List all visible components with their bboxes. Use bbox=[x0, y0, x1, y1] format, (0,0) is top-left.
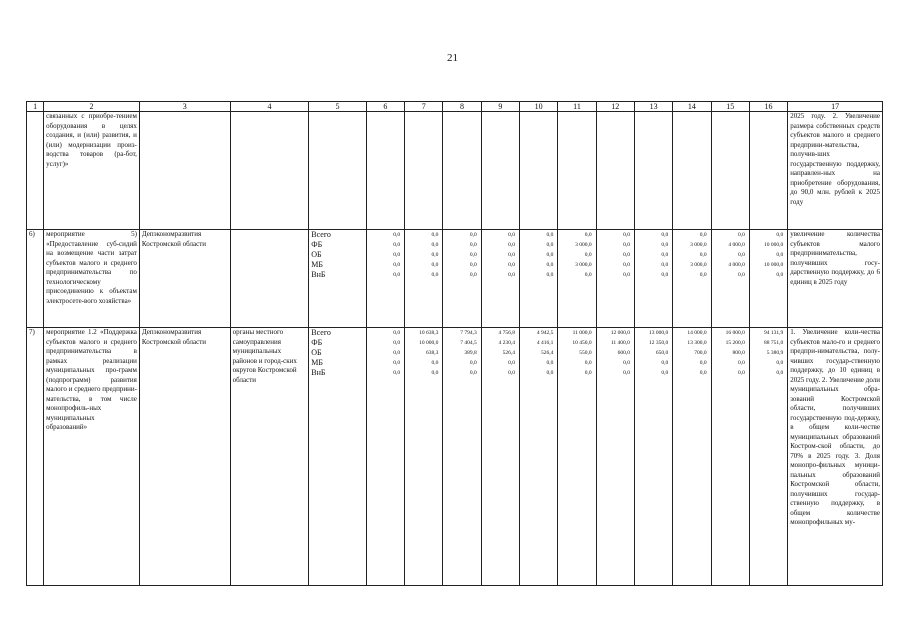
value: 0,0 bbox=[469, 360, 477, 366]
value: 0,0 bbox=[623, 360, 630, 366]
value: 4 756,8 bbox=[498, 330, 515, 336]
value: 0,0 bbox=[431, 252, 439, 258]
value: 0,0 bbox=[584, 252, 592, 258]
value: 3 000,0 bbox=[690, 242, 707, 248]
source-label: МБ bbox=[311, 358, 323, 367]
executor: Депэкономразвития Костромской области bbox=[139, 328, 230, 586]
year-col bbox=[366, 230, 404, 328]
year-col bbox=[520, 328, 558, 586]
value: 13 300,0 bbox=[687, 340, 707, 346]
value: 0,0 bbox=[393, 262, 401, 268]
value: 550,0 bbox=[579, 350, 592, 356]
value: 0,0 bbox=[776, 232, 784, 238]
value: 0,0 bbox=[393, 330, 401, 336]
value: 0,0 bbox=[546, 370, 554, 376]
value: 0,0 bbox=[546, 232, 554, 238]
value: 0,0 bbox=[623, 272, 630, 278]
value: 4 000,0 bbox=[728, 262, 745, 268]
year-col bbox=[673, 328, 711, 586]
value: 0,0 bbox=[508, 370, 515, 376]
program-table bbox=[26, 101, 883, 586]
value: 15 200,0 bbox=[725, 340, 745, 346]
value: 0,0 bbox=[393, 350, 401, 356]
value: 10 638,3 bbox=[419, 330, 439, 336]
value: 0,0 bbox=[699, 360, 707, 366]
page-number: 21 bbox=[447, 52, 458, 64]
value: 0,0 bbox=[699, 252, 707, 258]
value: 0,0 bbox=[661, 272, 669, 278]
value: 0,0 bbox=[661, 262, 669, 268]
value: 0,0 bbox=[393, 252, 401, 258]
table-row bbox=[27, 230, 883, 328]
value: 0,0 bbox=[776, 360, 784, 366]
value: 0,0 bbox=[584, 232, 592, 238]
row-number: 6) bbox=[27, 230, 44, 328]
value: 0,0 bbox=[738, 370, 745, 376]
header-cell: 10 bbox=[520, 102, 558, 112]
header-cell: 14 bbox=[673, 102, 711, 112]
result-text: 1. Увеличение коли-чества субъектов мало-го и среднего предпри-нимательства, полу-чивших государ-ственную поддержку, до 10 единиц в 2025 году. 2. Увеличение доли муниципальных обра-зований Костромской области, получивших государственную под-держку, в общем коли-честве муниципальных образований Костром-ской области, до 70% в 2025 году. 3. Доля монопро-фильных муници-пальных образований Костромской области, получивших государ-ственную поддержку, в общем количестве монопрофильных му- bbox=[788, 328, 883, 586]
header-cell: 1 bbox=[27, 102, 44, 112]
year-col bbox=[673, 230, 711, 328]
value: 600,0 bbox=[617, 350, 630, 356]
measure-name: мероприятие 1.2 «Поддержка субъектов малого и среднего предпринимательства в рамках реализации муниципальных про-грамм (подпрограмм) развития малого и среднего предприни-мательства, в том числе монопрофиль-ных муниципальных образований» bbox=[44, 328, 140, 586]
value: 0,0 bbox=[661, 360, 669, 366]
value: 0,0 bbox=[661, 252, 669, 258]
value: 0,0 bbox=[623, 242, 630, 248]
value: 0,0 bbox=[393, 360, 401, 366]
value: 700,0 bbox=[694, 350, 707, 356]
source-label: МБ bbox=[311, 260, 323, 269]
header-cell: 6 bbox=[366, 102, 404, 112]
header-cell: 13 bbox=[634, 102, 672, 112]
value: 389,8 bbox=[464, 350, 477, 356]
value: 7 404,5 bbox=[460, 340, 477, 346]
value: 0,0 bbox=[508, 232, 515, 238]
value: 0,0 bbox=[508, 360, 515, 366]
header-cell: 17 bbox=[788, 102, 883, 112]
value: 94 131,9 bbox=[763, 330, 784, 336]
value: 0,0 bbox=[469, 252, 477, 258]
value: 10 000,0 bbox=[763, 262, 784, 268]
header-row bbox=[27, 102, 883, 112]
value: 0,0 bbox=[623, 262, 630, 268]
header-cell: 2 bbox=[44, 102, 140, 112]
value: 0,0 bbox=[661, 232, 669, 238]
value: 88 751,0 bbox=[763, 340, 784, 346]
table-row bbox=[27, 112, 883, 230]
value: 3 000,0 bbox=[575, 242, 592, 248]
value: 10 450,0 bbox=[572, 340, 592, 346]
value: 0,0 bbox=[393, 232, 401, 238]
value: 14 000,0 bbox=[687, 330, 707, 336]
header-cell: 16 bbox=[749, 102, 787, 112]
source-label: ОБ bbox=[311, 348, 322, 357]
value: 650,0 bbox=[655, 350, 669, 356]
total-col bbox=[749, 328, 787, 586]
value: 0,0 bbox=[469, 272, 477, 278]
value: 0,0 bbox=[431, 370, 439, 376]
year-col bbox=[711, 230, 749, 328]
value: 526,4 bbox=[502, 350, 515, 356]
value: 0,0 bbox=[738, 232, 745, 238]
source-label: Всего bbox=[311, 230, 331, 239]
value: 0,0 bbox=[469, 262, 477, 268]
value: 0,0 bbox=[584, 360, 592, 366]
value: 0,0 bbox=[699, 272, 707, 278]
year-col bbox=[711, 328, 749, 586]
year-col bbox=[634, 230, 672, 328]
value: 0,0 bbox=[508, 262, 515, 268]
value: 0,0 bbox=[469, 232, 477, 238]
total-col bbox=[749, 230, 787, 328]
funding-sources bbox=[309, 328, 366, 586]
value: 0,0 bbox=[393, 340, 401, 346]
value: 526,4 bbox=[540, 350, 554, 356]
year-col bbox=[366, 328, 404, 586]
measure-name: связанных с приобре-тением оборудования в целях создания, и (или) развития, и (или) модернизации произ-водства товаров (ра-бот, услуг)» bbox=[44, 112, 140, 230]
value: 4 942,5 bbox=[536, 330, 554, 336]
value: 0,0 bbox=[738, 252, 745, 258]
value: 0,0 bbox=[431, 262, 439, 268]
year-col bbox=[558, 230, 596, 328]
value: 0,0 bbox=[508, 242, 515, 248]
value: 3 000,0 bbox=[690, 262, 707, 268]
participants bbox=[230, 230, 309, 328]
value: 3 000,0 bbox=[575, 262, 592, 268]
value: 11 400,0 bbox=[610, 340, 630, 346]
header-cell: 11 bbox=[558, 102, 596, 112]
year-col bbox=[634, 328, 672, 586]
value: 0,0 bbox=[393, 242, 401, 248]
row-number: 7) bbox=[27, 328, 44, 586]
value: 12 350,0 bbox=[649, 340, 669, 346]
header-cell: 4 bbox=[230, 102, 309, 112]
value: 0,0 bbox=[738, 360, 745, 366]
value: 800,0 bbox=[732, 350, 745, 356]
value: 10 000,0 bbox=[419, 340, 439, 346]
value: 0,0 bbox=[431, 232, 439, 238]
year-col bbox=[558, 328, 596, 586]
value: 16 000,0 bbox=[725, 330, 745, 336]
value: 0,0 bbox=[431, 242, 439, 248]
table-row bbox=[27, 328, 883, 586]
year-col bbox=[596, 328, 634, 586]
value: 0,0 bbox=[699, 370, 707, 376]
value: 0,0 bbox=[469, 370, 477, 376]
header-cell: 12 bbox=[596, 102, 634, 112]
value: 0,0 bbox=[661, 242, 669, 248]
value: 11 000,0 bbox=[572, 330, 592, 336]
year-col bbox=[443, 328, 481, 586]
value: 0,0 bbox=[546, 252, 554, 258]
value: 0,0 bbox=[623, 232, 630, 238]
year-col bbox=[481, 230, 519, 328]
value: 4 000,0 bbox=[728, 242, 745, 248]
value: 0,0 bbox=[469, 242, 477, 248]
value: 0,0 bbox=[431, 272, 439, 278]
value: 0,0 bbox=[584, 272, 592, 278]
value: 0,0 bbox=[661, 370, 669, 376]
value: 0,0 bbox=[431, 360, 439, 366]
value: 0,0 bbox=[776, 370, 784, 376]
source-label: ФБ bbox=[311, 338, 323, 347]
value: 638,3 bbox=[426, 350, 439, 356]
source-label: ВнБ bbox=[311, 368, 326, 377]
header-cell: 9 bbox=[481, 102, 519, 112]
result-text: 2025 году. 2. Увеличение размера собственных средств субъектов малого и среднего предприни-мательства, получив-ших государственную поддержку, направлен-ных на приобретение оборудования, до 90,0 млн. рублей к 2025 году bbox=[788, 112, 883, 230]
header-cell: 15 bbox=[711, 102, 749, 112]
source-label: Всего bbox=[311, 328, 331, 337]
value: 0,0 bbox=[699, 232, 707, 238]
measure-name: мероприятие 5) «Предоставление суб-сидий на возмещение части затрат субъектов малого и среднего предпринимательства по технологическому присоединению к объектам электросете-вого хозяйства» bbox=[44, 230, 140, 328]
value: 13 000,0 bbox=[649, 330, 669, 336]
value: 0,0 bbox=[738, 272, 745, 278]
participants: органы местного самоуправления муниципальных районов и город-ских округов Костромской области bbox=[230, 328, 309, 586]
value: 0,0 bbox=[623, 252, 630, 258]
year-col bbox=[481, 328, 519, 586]
funding-sources bbox=[309, 230, 366, 328]
value: 0,0 bbox=[508, 252, 515, 258]
value: 0,0 bbox=[584, 370, 592, 376]
value: 7 794,3 bbox=[460, 330, 477, 336]
value: 0,0 bbox=[546, 262, 554, 268]
value: 5 380,9 bbox=[766, 350, 784, 356]
value: 4 230,4 bbox=[498, 340, 515, 346]
header-cell: 5 bbox=[309, 102, 366, 112]
header-cell: 7 bbox=[405, 102, 443, 112]
source-label: ВнБ bbox=[311, 270, 326, 279]
value: 0,0 bbox=[776, 272, 784, 278]
year-col bbox=[443, 230, 481, 328]
year-col bbox=[405, 328, 443, 586]
value: 0,0 bbox=[546, 360, 554, 366]
value: 10 000,0 bbox=[763, 242, 784, 248]
source-label: ОБ bbox=[311, 250, 322, 259]
value: 0,0 bbox=[546, 272, 554, 278]
year-col bbox=[596, 230, 634, 328]
value: 0,0 bbox=[508, 272, 515, 278]
year-col bbox=[520, 230, 558, 328]
value: 4 416,1 bbox=[536, 340, 554, 346]
value: 0,0 bbox=[546, 242, 554, 248]
year-col bbox=[405, 230, 443, 328]
header-cell: 3 bbox=[139, 102, 230, 112]
value: 0,0 bbox=[393, 272, 401, 278]
value: 0,0 bbox=[776, 252, 784, 258]
result-text: увеличение количества субъектов малого предпринимательства, получивших госу-дарственную поддержку, до 6 единиц в 2025 году bbox=[788, 230, 883, 328]
source-label: ФБ bbox=[311, 240, 323, 249]
value: 12 000,0 bbox=[610, 330, 630, 336]
value: 0,0 bbox=[393, 370, 401, 376]
value: 0,0 bbox=[623, 370, 630, 376]
executor: Депэкономразвития Костромской области bbox=[139, 230, 230, 328]
header-cell: 8 bbox=[443, 102, 481, 112]
